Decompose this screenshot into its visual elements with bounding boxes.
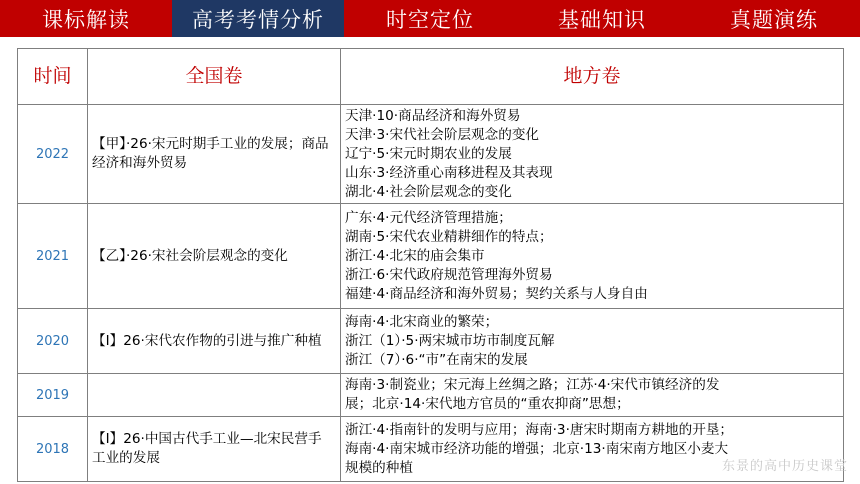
header-national: 全国卷 (88, 49, 341, 105)
local-item: 辽宁·5·宋元时期农业的发展 (345, 145, 512, 162)
tab-timeline[interactable]: 时空定位 (386, 7, 474, 32)
tab-basics[interactable]: 基础知识 (558, 7, 646, 32)
local-cell (341, 204, 844, 309)
national-cell: 【Ⅰ】26·中国古代手工业—北宋民营手工业的发展 (88, 417, 341, 482)
year-cell: 2020 (18, 309, 88, 374)
exam-analysis-table (17, 48, 844, 482)
local-item: 海南·3·制瓷业；宋元海上丝绸之路；江苏·4·宋代市镇经济的发 (345, 377, 720, 393)
local-cell (341, 374, 844, 417)
header-local: 地方卷 (341, 49, 844, 105)
table-row (18, 105, 844, 204)
year-cell: 2021 (18, 204, 88, 309)
exam-table-wrapper (17, 48, 843, 482)
tab-curriculum[interactable]: 课标解读 (42, 7, 130, 32)
national-cell: 【乙】·26·宋社会阶层观念的变化 (88, 204, 341, 309)
year-cell: 2019 (18, 374, 88, 417)
local-item: 海南·4·北宋商业的繁荣； (345, 313, 499, 330)
local-item: 规模的种植 (345, 459, 413, 476)
local-item: 展；北京·14·宋代地方官员的“重农抑商”思想； (345, 396, 630, 412)
year-cell: 2022 (18, 105, 88, 204)
tab-exam-analysis[interactable]: 高考考情分析 (172, 0, 344, 37)
local-item: 湖南·5·宋代农业精耕细作的特点； (345, 228, 553, 245)
top-nav (0, 0, 860, 37)
local-item: 浙江·4·指南针的发明与应用；海南·3·唐宋时期南方耕地的开垦； (345, 421, 734, 438)
local-item: 海南·4·南宋城市经济功能的增强；北京·13·南宋南方地区小麦大 (345, 440, 729, 457)
year-cell: 2018 (18, 417, 88, 482)
local-item: 天津·3·宋代社会阶层观念的变化 (345, 126, 540, 143)
local-item: 浙江·4·北宋的庙会集市 (345, 247, 485, 264)
local-item: 浙江（1）·5·两宋城市坊市制度瓦解 (345, 332, 555, 349)
local-item: 天津·10·商品经济和海外贸易 (345, 107, 521, 124)
local-cell (341, 105, 844, 204)
watermark: 东景的高中历史课堂 (721, 459, 848, 474)
national-cell (88, 374, 341, 417)
table-header-row (18, 49, 844, 105)
local-item: 福建·4·商品经济和海外贸易；契约关系与人身自由 (345, 285, 648, 302)
table-row (18, 204, 844, 309)
local-cell (341, 309, 844, 374)
local-item: 广东·4·元代经济管理措施； (345, 209, 512, 226)
table-row (18, 309, 844, 374)
table-row (18, 417, 844, 482)
local-item: 浙江·6·宋代政府规范管理海外贸易 (345, 266, 553, 283)
table-row (18, 374, 844, 417)
national-cell: 【Ⅰ】26·宋代农作物的引进与推广种植 (88, 309, 341, 374)
local-item: 湖北·4·社会阶层观念的变化 (345, 183, 512, 200)
local-item: 山东·3·经济重心南移进程及其表现 (345, 164, 553, 181)
local-item: 浙江（7）·6·“市”在南宋的发展 (345, 351, 528, 368)
header-time: 时间 (18, 49, 88, 105)
national-cell: 【甲】·26·宋元时期手工业的发展；商品经济和海外贸易 (88, 105, 341, 204)
tab-practice[interactable]: 真题演练 (730, 7, 818, 32)
